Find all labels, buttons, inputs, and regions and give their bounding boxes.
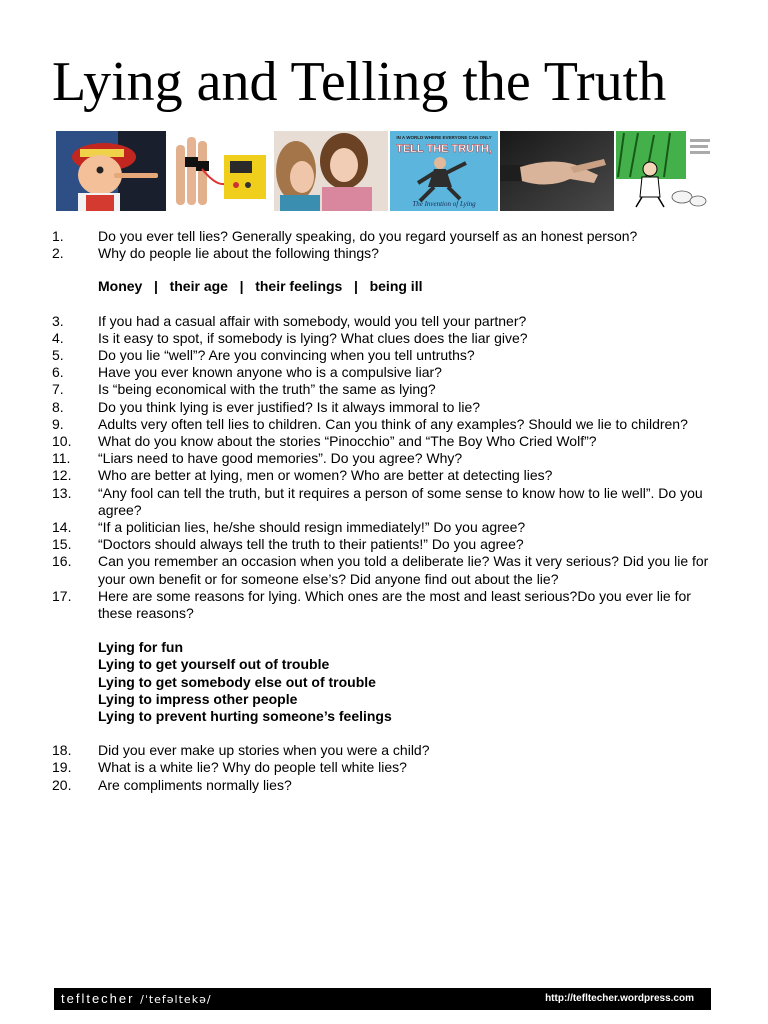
reason-item: Lying for fun: [98, 639, 184, 656]
footer-brand: [61, 991, 212, 1006]
question-text: Can you remember an occasion when you told a deliberate lie? Was it very serious? Did you lie for your own benefit or for someone else’s? Did anyone find out about the lie?: [98, 553, 709, 587]
question-number: 12.: [52, 467, 72, 484]
question-number: 16.: [52, 553, 72, 570]
question-item: [52, 519, 722, 536]
question-item: [52, 777, 722, 794]
lie-detector-fingers-photo: [168, 131, 272, 211]
question-text: Is “being economical with the truth” the same as lying?: [98, 381, 436, 398]
question-text: Here are some reasons for lying. Which ones are the most and least serious?Do you ever lie for these reasons?: [98, 587, 691, 622]
question-number: 17.: [52, 587, 72, 604]
question-item: [52, 467, 722, 484]
question-text: “Doctors should always tell the truth to their patients!” Do you agree?: [98, 536, 524, 553]
boy-who-cried-wolf-illustration: [616, 131, 714, 211]
question-text: Did you ever make up stories when you were a child?: [98, 742, 430, 759]
movie-poster-image: [390, 131, 498, 211]
question-list: [52, 228, 722, 794]
image-strip: [56, 131, 714, 211]
question-number: 3.: [52, 312, 64, 329]
question-number: 9.: [52, 415, 64, 432]
poster-film-title: The Invention of Lying: [412, 200, 476, 208]
question-item: [52, 313, 722, 330]
question-number: 11.: [52, 450, 71, 467]
poster-tagline: IN A WORLD WHERE EVERYONE CAN ONLY: [396, 135, 492, 140]
question-text: Who are better at lying, men or women? Who are better at detecting lies?: [98, 467, 553, 484]
question-item: [52, 416, 722, 433]
question-item: [52, 536, 722, 553]
question-number: 7.: [52, 381, 64, 398]
question-number: 14.: [52, 519, 72, 536]
girls-whispering-photo: [274, 131, 388, 211]
question-text: Why do people lie about the following things?: [98, 245, 379, 262]
question-number: 8.: [52, 398, 64, 415]
question-text: Are compliments normally lies?: [98, 776, 292, 793]
question-item: [52, 759, 722, 776]
reason-item: Lying to prevent hurting someone’s feelings: [98, 708, 392, 725]
question-item: [52, 433, 722, 450]
question-item: [52, 245, 722, 262]
poster-headline: TELL THE TRUTH,: [396, 143, 492, 155]
pinocchio-photo: [56, 131, 166, 211]
question-text: Adults very often tell lies to children. Can you think of any examples? Should we lie to children?: [98, 415, 688, 432]
question-item: [52, 742, 722, 759]
question-number: 13.: [52, 484, 72, 501]
question-text: “Any fool can tell the truth, but it requires a person of some sense to know how to lie well”. Do you agree?: [98, 484, 703, 518]
question-text: Is it easy to spot, if somebody is lying? What clues does the liar give?: [98, 329, 528, 346]
question-item: [52, 364, 722, 381]
question-text: “If a politician lies, he/she should resign immediately!” Do you agree?: [98, 519, 526, 536]
question-item: [52, 553, 722, 587]
question-item: [52, 399, 722, 416]
question-text: Have you ever known anyone who is a compulsive liar?: [98, 364, 442, 381]
question-text: If you had a casual affair with somebody, would you tell your partner?: [98, 312, 527, 329]
question-text: Do you lie “well”? Are you convincing when you tell untruths?: [98, 347, 475, 364]
question-number: 2.: [52, 245, 64, 262]
question-text: Do you ever tell lies? Generally speaking, do you regard yourself as an honest person?: [98, 228, 638, 244]
question-item: [52, 228, 722, 245]
reason-item: Lying to get yourself out of trouble: [98, 656, 330, 673]
question-number: 5.: [52, 347, 64, 364]
question-number: 6.: [52, 364, 64, 381]
question-number: 10.: [52, 433, 72, 450]
crossed-fingers-photo: [500, 131, 614, 211]
footer-bar: [54, 988, 711, 1010]
reason-item: Lying to get somebody else out of trouble: [98, 673, 376, 690]
question-number: 19.: [52, 759, 72, 776]
question-number: 4.: [52, 329, 64, 346]
question-item: [52, 485, 722, 519]
question-text: Do you think lying is ever justified? Is it always immoral to lie?: [98, 398, 481, 415]
question-text: “Liars need to have good memories”. Do you agree? Why?: [98, 450, 463, 467]
question-item: [52, 381, 722, 398]
reason-item: Lying to impress other people: [98, 690, 298, 707]
question-text: What is a white lie? Why do people tell white lies?: [98, 759, 407, 776]
question-number: 20.: [52, 776, 72, 793]
question-text: What do you know about the stories “Pinocchio” and “The Boy Who Cried Wolf”?: [98, 433, 597, 450]
brand-name: tefltecher: [61, 991, 135, 1006]
question-number: 15.: [52, 536, 72, 553]
question-number: 1.: [52, 228, 64, 244]
question-item: [52, 347, 722, 364]
footer-url-link[interactable]: http://tefltecher.wordpress.com: [545, 993, 694, 1004]
brand-phonetic: /ˈtefəltekə/: [140, 993, 212, 1006]
question-item: [52, 330, 722, 347]
question-number: 18.: [52, 742, 72, 759]
page-title: Lying and Telling the Truth: [52, 51, 667, 113]
topic-word-list: Money | their age | their feelings | being ill: [98, 278, 423, 295]
question-item: [52, 450, 722, 467]
reasons-list: [98, 639, 722, 725]
question-item: [52, 588, 722, 622]
